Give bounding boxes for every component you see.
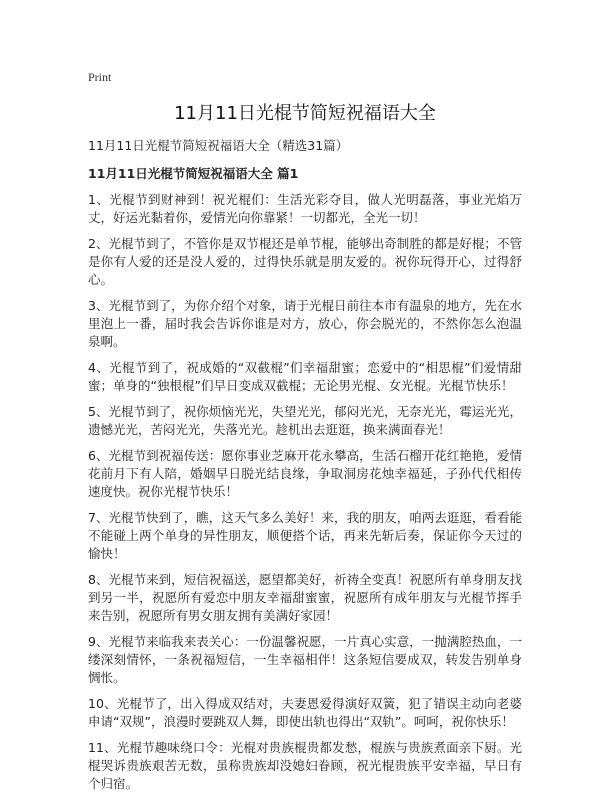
paragraph-1: 1、光棍节到财神到！祝光棍们：生活光彩夺目，做人光明磊落，事业光焰万丈，好运光黏着你，爱情光向你靠紧！一切都光，全光一切！ <box>88 192 522 225</box>
page-title: 11月11日光棍节简短祝福语大全 <box>174 103 436 124</box>
paragraph-6: 6、光棍节到祝福传送：愿你事业芝麻开花永攀高，生活石榴开花红艳艳，爱情花前月下有人陪，婚姻早日脱光结良缘，争取洞房花烛幸福延，子孙代代相传速度快。祝你光棍节快乐！ <box>88 448 522 499</box>
paragraph-9: 9、光棍节来临我来表关心：一份温馨祝愿，一片真心实意，一抛满腔热血，一缕深刻情怀，一条祝福短信，一生幸福相伴！这条短信要成双，转发告别单身惆怅。 <box>88 634 522 685</box>
subtitle: 11月11日光棍节简短祝福语大全（精选31篇） <box>88 138 349 153</box>
paragraph-4: 4、光棍节到了，祝成婚的“双截棍”们幸福甜蜜；恋爱中的“相思棍”们爱情甜蜜；单身的“独根棍”们早日变成双截棍；无论男光棍、女光棍。光棍节快乐！ <box>88 360 522 393</box>
paragraph-7: 7、光棍节快到了，瞧，这天气多么美好！来，我的朋友，咱两去逛逛，看看能不能碰上两个单身的异性朋友，顺便搭个话，再来先斩后奏，保证你今天过的愉快！ <box>88 510 522 561</box>
paragraph-2: 2、光棍节到了，不管你是双节棍还是单节棍，能够出奇制胜的都是好棍；不管是你有人爱的还是没人爱的，过得快乐就是朋友爱的。祝你玩得开心，过得舒心。 <box>88 236 522 287</box>
document-page <box>88 70 522 801</box>
paragraph-3: 3、光棍节到了，为你介绍个对象，请于光棍日前往本市有温泉的地方，先在水里泡上一番，届时我会告诉你谁是对方，放心，你会脱光的，不然你怎么泡温泉啊。 <box>88 298 522 349</box>
section-heading: 11月11日光棍节简短祝福语大全 篇1 <box>88 166 299 181</box>
paragraph-8: 8、光棍节来到，短信祝福送，愿望都美好，祈祷全变真！祝愿所有单身朋友找到另一半，祝愿所有爱恋中朋友幸福甜蜜蜜，祝愿所有成年朋友与光棍节挥手来告别，祝愿所有男女朋友拥有美满好家园！ <box>88 572 522 623</box>
print-label[interactable]: Print <box>88 70 112 84</box>
paragraph-11: 11、光棍节趣味绕口令：光棍对贵族棍贵都发愁，棍族与贵族煮面亲下厨。光棍哭诉贵族艰苦无数，虽称贵族却没媳妇眷顾，祝光棍贵族平安幸福，早日有个归宿。 <box>88 740 522 791</box>
paragraph-10: 10、光棍节了，出入得成双结对，夫妻恩爱得演好双簧，犯了错误主动向老婆申请“双规”，浪漫时要跳双人舞，即使出轨也得出“双轨”。呵呵，祝你快乐！ <box>88 696 522 729</box>
paragraph-5: 5、光棍节到了，祝你烦恼光光，失望光光，郁闷光光，无奈光光，霉运光光，遗憾光光，苦闷光光，失落光光。趁机出去逛逛，换来满面春光！ <box>88 404 522 437</box>
